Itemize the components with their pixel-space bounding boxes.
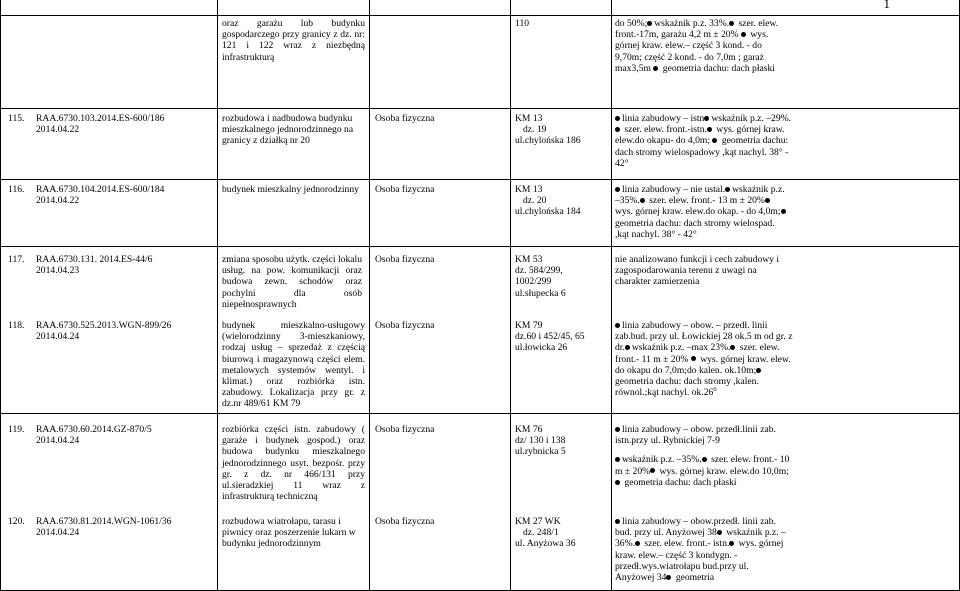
reference-cell xyxy=(36,320,214,342)
row-divider xyxy=(0,179,960,180)
location-line: dz. 19 xyxy=(523,124,547,136)
location-line: ul.chylońska 184 xyxy=(515,206,581,218)
bullet-icon xyxy=(640,198,645,203)
col-divider xyxy=(0,0,1,591)
row-divider xyxy=(0,413,960,414)
degree-superscript: 0 xyxy=(713,386,717,394)
applicant-cell: Osoba fizyczna xyxy=(375,320,435,331)
case-date: 2014.04.24 xyxy=(36,331,80,343)
conditions-cell xyxy=(615,424,793,488)
case-reference: RAA.6730.60.2014.GZ-870/5 xyxy=(36,424,152,435)
condition-text: szer. elew. front.- istn. xyxy=(641,538,730,550)
row-number: 116. xyxy=(8,184,25,195)
row-number: 118. xyxy=(8,320,25,331)
description-cell: budynek mieszkalno-usługowy (wielorodzinny 3-mieszkaniowy, rodzaj usług – sprzedaż z częścią biurową i magazynową części elem. metalowych systemów wentyl. i klimat.) oraz rozbiórka istn. zabudowy. Lokalizacja przy gr. z dz.nr 489/61 KM 79 xyxy=(222,320,365,410)
row-number: 119. xyxy=(8,424,25,435)
condition-text: geometria xyxy=(673,572,715,584)
condition-text: wskaźnik p.z. –35%. xyxy=(615,184,785,207)
location-line: KM 76 xyxy=(515,424,543,435)
table-top-border xyxy=(0,15,960,16)
bullet-icon xyxy=(635,541,640,546)
row-number: 120. xyxy=(8,516,25,527)
location-line: dz. 248/1 xyxy=(523,527,559,539)
bullet-icon xyxy=(625,345,630,350)
condition-text: wskaźnik p.z. –35%. xyxy=(622,454,702,466)
reference-cell xyxy=(36,254,214,276)
condition-text: linia zabudowy – nie ustal. xyxy=(622,184,726,195)
bullet-icon xyxy=(653,66,658,71)
condition-text: wys. górnej kraw. elew.– część 3 kond. - do 9,70m; część 2 kond. - do 7,0m ; garaż max3,5m xyxy=(615,29,769,74)
location-line: ul.rybnicka 5 xyxy=(515,446,566,458)
condition-text: szer. elew. front.-17m, garażu 4,2 m ± 20% xyxy=(615,18,779,41)
bullet-icon xyxy=(730,345,735,350)
conditions-cell: nie analizowano funkcji i cech zabudowy i zagospodarowania terenu z uwagi na charakter zamierzenia xyxy=(615,254,780,288)
col-divider xyxy=(510,0,511,591)
location-cell xyxy=(515,113,607,147)
condition-text: linia zabudowy – obow.przedł. linii zab. bud. przy ul. Anyżowej 38 xyxy=(615,516,776,539)
col-divider xyxy=(369,0,370,591)
bullet-icon xyxy=(615,187,620,192)
description-cell: rozbiórka części istn. zabudowy ( garaże i budynek gospod.) oraz budowa budynku mieszkalnego jednorodzinnego usyt. bezpośr. przy gr. z dz. nr 466/131 przy ul.sieradzkiej 11 wraz z infrastrukturą techniczną xyxy=(222,424,365,503)
bullet-icon xyxy=(729,541,734,546)
col-divider xyxy=(217,0,218,591)
location-cell xyxy=(515,424,607,458)
case-date: 2014.04.23 xyxy=(36,265,80,277)
location-line: dz. 584/299, xyxy=(515,265,563,277)
location-line: KM 13 xyxy=(515,113,543,124)
case-reference: RAA.6730.81.2014.WGN-1061/36 xyxy=(36,516,172,527)
condition-text: linia zabudowy – obow. przedł.linii zab. istn.przy ul. Rybnickiej 7-9 xyxy=(615,424,776,447)
description-cell: zmiana sposobu użytk. części lokalu usług. na pow. komunikacji oraz budowa zewn. schodów oraz pochylni dla osób niepełnosprawnych xyxy=(222,254,362,310)
bullet-icon xyxy=(615,427,620,432)
bullet-icon xyxy=(615,457,620,462)
location-cell xyxy=(515,516,607,550)
location-line: KM 27 WK xyxy=(515,516,561,527)
conditions-cell xyxy=(615,113,793,169)
case-date: 2014.04.22 xyxy=(36,124,80,136)
col-divider xyxy=(611,0,612,591)
bullet-icon xyxy=(650,468,655,473)
condition-text: szer. elew. front.-istn. xyxy=(622,124,707,136)
location-line: KM 13 xyxy=(515,184,543,195)
location-line: KM 79 xyxy=(515,320,543,331)
page-number: 1 xyxy=(883,0,890,11)
reference-cell xyxy=(36,113,214,135)
bullet-icon xyxy=(712,138,717,143)
condition-text: szer. elew. front.- 10 m ± 20% xyxy=(615,454,790,477)
bullet-icon xyxy=(756,368,761,373)
location-line: ul. Anyżowa 36 xyxy=(515,538,576,550)
condition-text: geometria dachu: dach płaski xyxy=(660,62,775,74)
condition-text: geometria dachu: dach stromy wielospad. ,kąt nachyl. 38° - 42° xyxy=(615,217,775,240)
condition-text: wys. górnej kraw. elew.do okapu- do 4,0m; xyxy=(615,124,785,147)
location-line: KM 53 xyxy=(515,254,543,265)
reference-cell xyxy=(36,184,214,206)
conditions-cell xyxy=(615,516,790,583)
bullet-icon xyxy=(729,21,734,26)
location-cell xyxy=(515,184,607,218)
reference-cell xyxy=(36,516,214,538)
applicant-cell: Osoba fizyczna xyxy=(375,254,435,265)
row-number: 117. xyxy=(8,254,25,265)
condition-text: linia zabudowy – obow. – przedł. linii zab.bud. przy ul. Łowickiej 28 ok.5 m od gr. z dr. xyxy=(615,320,793,354)
applicant-cell: Osoba fizyczna xyxy=(375,184,435,195)
case-reference: RAA.6730.103.2014.ES-600/186 xyxy=(36,113,165,124)
row-divider xyxy=(0,108,960,109)
bullet-icon xyxy=(666,575,671,580)
condition-text: szer. elew. front.- 13 m ± 20% xyxy=(646,195,765,207)
condition-text: geometria dachu: dach płaski xyxy=(622,476,737,488)
condition-text: linia zabudowy – istn xyxy=(622,113,705,124)
conditions-cell xyxy=(615,18,785,74)
bullet-icon xyxy=(781,209,786,214)
conditions-cell xyxy=(615,320,793,398)
bullet-icon xyxy=(615,323,620,328)
bullet-icon xyxy=(691,356,696,361)
conditions-cell xyxy=(615,184,790,240)
bullet-icon xyxy=(615,519,620,524)
case-reference: RAA.6730.104.2014.ES-600/184 xyxy=(36,184,165,195)
location-line: dz. 20 xyxy=(523,195,547,207)
condition-text: wskaźnik p.z. –29%. xyxy=(711,113,792,124)
bullet-icon xyxy=(717,530,722,535)
row-divider xyxy=(0,246,960,247)
condition-text: szer. elew. front.- 11 m ± 20% xyxy=(615,342,780,365)
condition-text: wskaźnik p.z. –max 23%. xyxy=(631,342,731,354)
case-date: 2014.04.22 xyxy=(36,195,80,207)
condition-text: wys. górnej kraw. elew.do 10,0m; xyxy=(657,465,789,477)
bullet-icon xyxy=(647,21,652,26)
bullet-icon xyxy=(707,127,712,132)
bullet-icon xyxy=(741,32,746,37)
bullet-icon xyxy=(615,116,620,121)
location-line: dz/ 130 i 138 xyxy=(515,435,566,447)
condition-text: geometria dachu: dach stromy ,kalen. równol.;kąt nachyl. ok.26 xyxy=(615,376,759,399)
location-cell xyxy=(515,254,607,299)
location-line: ul.chylońska 186 xyxy=(515,135,581,147)
bullet-icon xyxy=(704,116,709,121)
applicant-cell: Osoba fizyczna xyxy=(375,424,435,435)
case-date: 2014.04.24 xyxy=(36,435,80,447)
location-line: ul.łowicka 26 xyxy=(515,342,568,354)
row-number: 115. xyxy=(8,113,25,124)
location-line: 1002/299 xyxy=(515,276,552,288)
description-cell: oraz garażu lub budynku gospodarczego przy granicy z dz. nr: 121 i 122 wraz z niezbędną infrastrukturą xyxy=(222,18,365,63)
location-line: dz.60 i 452/45, 65 xyxy=(515,331,585,343)
bullet-icon xyxy=(765,198,770,203)
bullet-icon xyxy=(615,480,620,485)
condition-text: wys. górnej kraw. elew. do okapu do 7,0m;do kalen. ok.10m; xyxy=(615,353,791,376)
applicant-cell: Osoba fizyczna xyxy=(375,516,435,527)
condition-text: geometria dachu: dach stromy wielospadowy ,kąt nachyl. 38° - 42° xyxy=(615,135,789,169)
description-cell: rozbudowa wiatrołapu, tarasu i piwnicy oraz poszerzenie lukarn w budynku jednorodzinnym xyxy=(222,516,356,550)
location-cell xyxy=(515,320,607,354)
condition-text: wskaźnik p.z. –36%. xyxy=(615,527,786,550)
reference-cell xyxy=(36,424,214,446)
location-line: ul.słupecka 6 xyxy=(515,287,566,299)
description-cell: budynek mieszkalny jednorodzinny xyxy=(222,184,359,195)
applicant-cell: Osoba fizyczna xyxy=(375,113,435,124)
case-date: 2014.04.24 xyxy=(36,527,80,539)
number-cell: 110 xyxy=(515,18,530,29)
condition-text: wys. górnej kraw. elew.– część 3 kondygn. - przedł.wys.wiatrołapu bud.przy ul. Anyżowej 34 xyxy=(615,538,784,584)
description-cell: rozbudowa i nadbudowa budynku mieszkalnego jednorodzinnego na granicy z działką nr 20 xyxy=(222,113,354,147)
bullet-icon xyxy=(615,127,620,132)
condition-text: wskaźnik p.z. 33%. xyxy=(654,18,730,29)
condition-text: do 50%; xyxy=(615,18,648,29)
case-reference: RAA.6730.525.2013.WGN-899/26 xyxy=(36,320,172,331)
bullet-icon xyxy=(702,457,707,462)
condition-text: wys. górnej kraw. elew.do okap. - do 4,0m; xyxy=(615,206,781,218)
bullet-icon xyxy=(725,187,730,192)
case-reference: RAA.6730.131. 2014.ES-44/6 xyxy=(36,254,153,265)
